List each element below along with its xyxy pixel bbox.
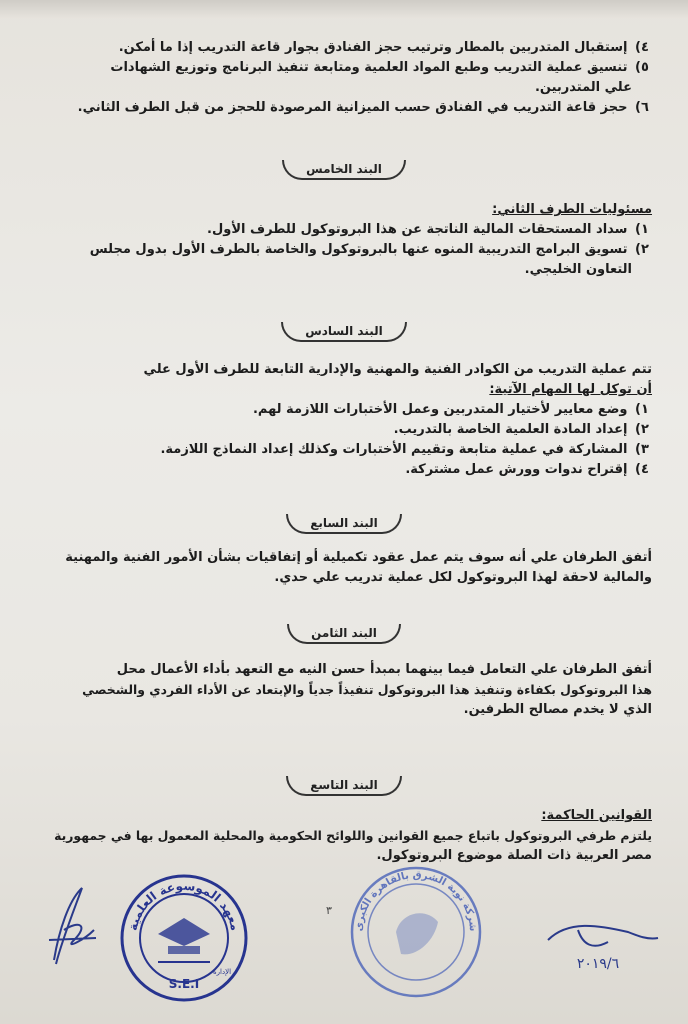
section-8-line: هذا البروتوكول بكفاءة وتنفيذ هذا البروتوكول تنفيذاً جدياً والإبتعاد عن الأداء الفردي والشخصي: [82, 682, 652, 697]
item-text: إستقبال المتدربين بالمطار وترتيب حجز الفنادق بجوار قاعة التدريب إذا ما أمكن.: [118, 40, 628, 55]
item-number: ٣): [635, 442, 649, 457]
list-item: [36, 460, 652, 480]
item-text: إعداد المادة العلمية الخاصة بالتدريب.: [393, 422, 628, 437]
item-text: سداد المستحقات المالية الناتجة عن هذا البروتوكول للطرف الأول.: [207, 222, 628, 237]
item-number: ١): [635, 222, 649, 237]
item-number: ٤): [635, 462, 649, 477]
section-5-heading: البند الخامس: [0, 158, 688, 180]
section-7-line: والمالية لاحقة لهذا البروتوكول لكل عملية تدريب علي حدي.: [274, 570, 652, 585]
item-text: إقتراح ندوات وورش عمل مشتركة.: [405, 462, 628, 477]
section-7-body: [36, 548, 652, 588]
section-8-heading: البند الثامن: [0, 622, 688, 644]
section-7-heading: البند السابع: [0, 512, 688, 534]
stamp-right: [346, 862, 486, 1002]
item-continuation: علي المتدربين.: [534, 80, 632, 95]
item-text: المشاركة في عملية متابعة وتقييم الأختبارات وكذلك إعداد النماذج اللازمة.: [160, 442, 628, 457]
section-6-body: [36, 360, 652, 480]
section-7-line: أتفق الطرفان علي أنه سوف يتم عمل عقود تكميلية أو إتفاقيات بشأن الأمور الفنية والمهنية: [65, 550, 652, 565]
section-9-line: يلتزم طرفي البروتوكول باتباع جميع القوانين واللوائح الحكومية والمحلية المعمول بها في جمهورية: [54, 828, 652, 843]
signature-right: [538, 910, 668, 980]
item-text: تنسيق عملية التدريب وطبع المواد العلمية ومتابعة تنفيذ البرنامج وتوزيع الشهادات: [110, 60, 628, 75]
section-8-line: أتفق الطرفان علي التعامل فيما بينهما بمبدأ حسن النيه مع التعهد بأداء الأعمال محل: [116, 662, 652, 677]
section-9-body: [36, 806, 652, 866]
list-item: [36, 420, 652, 440]
item-text: حجز قاعة التدريب في الفنادق حسب الميزانية المرصودة للحجز من قبل الطرف الثاني.: [77, 100, 628, 115]
section-6-heading: البند السادس: [0, 320, 688, 342]
stamp-left: [118, 872, 250, 1004]
signature-date: ٢٠١٩/٦: [576, 956, 620, 972]
section-8-line: الذي لا يخدم مصالح الطرفين.: [463, 702, 652, 717]
list-item: [36, 38, 652, 58]
item-number: ٥): [635, 60, 649, 75]
item-continuation: التعاون الخليجي.: [524, 262, 632, 277]
section-6-intro: تتم عملية التدريب من الكوادر الفنية والمهنية والإدارية التابعة للطرف الأول علي: [143, 362, 652, 377]
top-list: [36, 38, 652, 118]
section-9-line: مصر العربية ذات الصلة موضوع البروتوكول.: [376, 848, 652, 863]
section-8-body: [36, 660, 652, 720]
list-item: [36, 400, 652, 420]
section-5-body: [36, 200, 652, 280]
section-9-subtitle: القوانين الحاكمة:: [541, 808, 652, 823]
list-item: [36, 58, 652, 78]
list-item: [36, 440, 652, 460]
item-number: ١): [635, 402, 649, 417]
item-number: ٦): [635, 100, 649, 115]
page-number: ٣: [326, 904, 332, 917]
item-text: وضع معايير لأختيار المتدربين وعمل الأختبارات اللازمة لهم.: [252, 402, 628, 417]
section-6-intro-2: أن توكل لها المهام الآتية:: [489, 382, 652, 397]
section-5-subtitle: مسئوليات الطرف الثاني:: [492, 202, 652, 217]
item-text: تسويق البرامج التدريبية المنوه عنها بالبروتوكول والخاصة بالطرف الأول بدول مجلس: [89, 242, 628, 257]
item-number: ٢): [635, 422, 649, 437]
section-9-heading: البند التاسع: [0, 774, 688, 796]
list-item: [36, 98, 652, 118]
list-item: [36, 240, 652, 260]
stamp-left-center-text: S.E.I: [168, 977, 200, 991]
item-number: ٤): [635, 40, 649, 55]
signature-left: [34, 880, 104, 970]
list-item: [36, 220, 652, 240]
stamp-left-arc-text: معهد الموسوعة العلمية: [125, 878, 243, 932]
stamp-left-bottom-text: الإدارة: [212, 968, 232, 976]
page-top-edge: [0, 0, 688, 18]
item-number: ٢): [635, 242, 649, 257]
stamp-right-arc-text: شركة نوبة الشرق بالقاهرة الكبرى: [353, 869, 479, 932]
